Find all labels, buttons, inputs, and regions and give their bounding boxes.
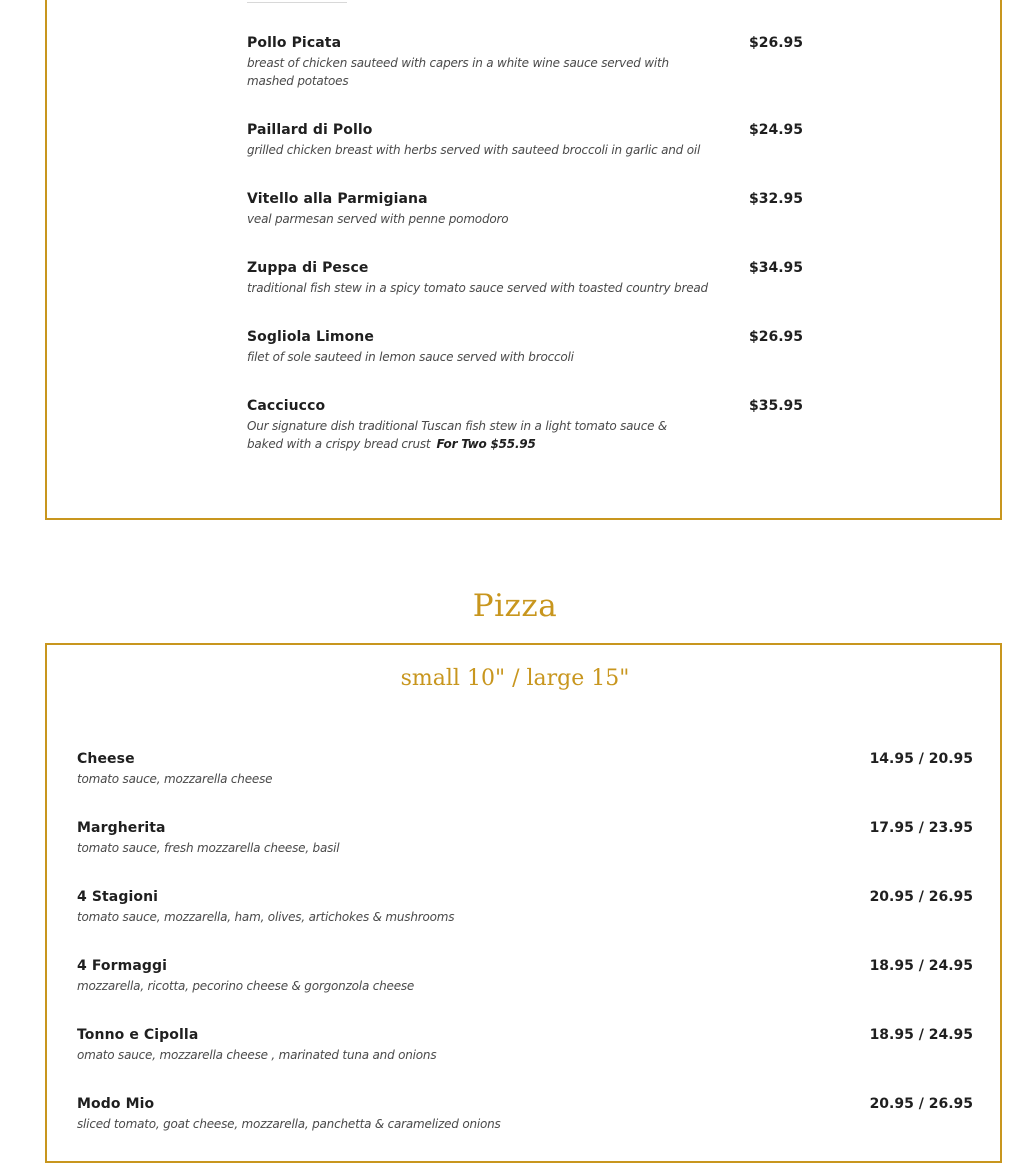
menu-item xyxy=(247,190,803,228)
menu-item-description: sliced tomato, goat cheese, mozzarella, panchetta & caramelized onions xyxy=(77,1117,501,1131)
menu-item-price: $35.95 xyxy=(748,398,803,414)
menu-item xyxy=(247,328,803,366)
menu-item-description: grilled chicken breast with herbs served with sauteed broccoli in garlic and oil xyxy=(247,143,701,157)
menu-item xyxy=(77,957,973,995)
menu-item-name: 4 Stagioni xyxy=(77,889,159,905)
menu-item xyxy=(77,888,973,926)
menu-item-name: Margherita xyxy=(77,820,166,836)
menu-item-price: 20.95 / 26.95 xyxy=(869,1096,973,1112)
menu-item-price: 20.95 / 26.95 xyxy=(869,889,973,905)
menu-item-price: $26.95 xyxy=(748,329,803,345)
menu-item-price: 18.95 / 24.95 xyxy=(869,958,973,974)
menu-item xyxy=(77,819,973,857)
menu-item xyxy=(247,34,803,90)
menu-item-name: Cacciucco xyxy=(247,398,326,414)
menu-item-description xyxy=(247,417,692,453)
menu-item xyxy=(77,1026,973,1064)
menu-item-price: $34.95 xyxy=(748,260,803,276)
menu-item-description: tomato sauce, fresh mozzarella cheese, basil xyxy=(77,841,340,855)
for-two-price: For Two $55.95 xyxy=(436,437,536,451)
menu-item-name: Zuppa di Pesce xyxy=(247,260,369,276)
menu-item xyxy=(77,1095,973,1133)
menu-item xyxy=(247,121,803,159)
menu-item-description-text: Our signature dish traditional Tuscan fish stew in a light tomato sauce & baked with a crispy bread crust xyxy=(247,419,668,451)
menu-item-name: Pollo Picata xyxy=(247,35,342,51)
menu-item-name: Paillard di Pollo xyxy=(247,122,373,138)
menu-item-description: traditional fish stew in a spicy tomato sauce served with toasted country bread xyxy=(247,281,708,295)
menu-item-name: Tonno e Cipolla xyxy=(77,1027,199,1043)
menu-item-description: omato sauce, mozzarella cheese , marinated tuna and onions xyxy=(77,1048,437,1062)
menu-item-description: breast of chicken sauteed with capers in a white wine sauce served with mashed potatoes xyxy=(247,56,669,88)
menu-item-price: $24.95 xyxy=(748,122,803,138)
cutoff-item-remnant xyxy=(247,0,347,3)
menu-item-description: filet of sole sauteed in lemon sauce served with broccoli xyxy=(247,350,574,364)
menu-item-description: tomato sauce, mozzarella, ham, olives, artichokes & mushrooms xyxy=(77,910,455,924)
menu-item-price: $26.95 xyxy=(748,35,803,51)
menu-item-name: Cheese xyxy=(77,751,135,767)
menu-item-name: Sogliola Limone xyxy=(247,329,374,345)
menu-item-price: 14.95 / 20.95 xyxy=(869,751,973,767)
menu-item-name: 4 Formaggi xyxy=(77,958,168,974)
menu-item xyxy=(247,259,803,297)
section-title: Pizza xyxy=(472,588,558,624)
size-subtitle: small 10" / large 15" xyxy=(400,666,630,691)
menu-item-description: tomato sauce, mozzarella cheese xyxy=(77,772,273,786)
menu-item-name: Modo Mio xyxy=(77,1096,155,1112)
menu-item-price: $32.95 xyxy=(748,191,803,207)
menu-item-price: 17.95 / 23.95 xyxy=(869,820,973,836)
menu-item-name: Vitello alla Parmigiana xyxy=(247,191,428,207)
menu-item xyxy=(247,397,803,453)
menu-item xyxy=(77,750,973,788)
menu-item-description: mozzarella, ricotta, pecorino cheese & gorgonzola cheese xyxy=(77,979,415,993)
menu-item-description: veal parmesan served with penne pomodoro xyxy=(247,212,509,226)
menu-item-price: 18.95 / 24.95 xyxy=(869,1027,973,1043)
